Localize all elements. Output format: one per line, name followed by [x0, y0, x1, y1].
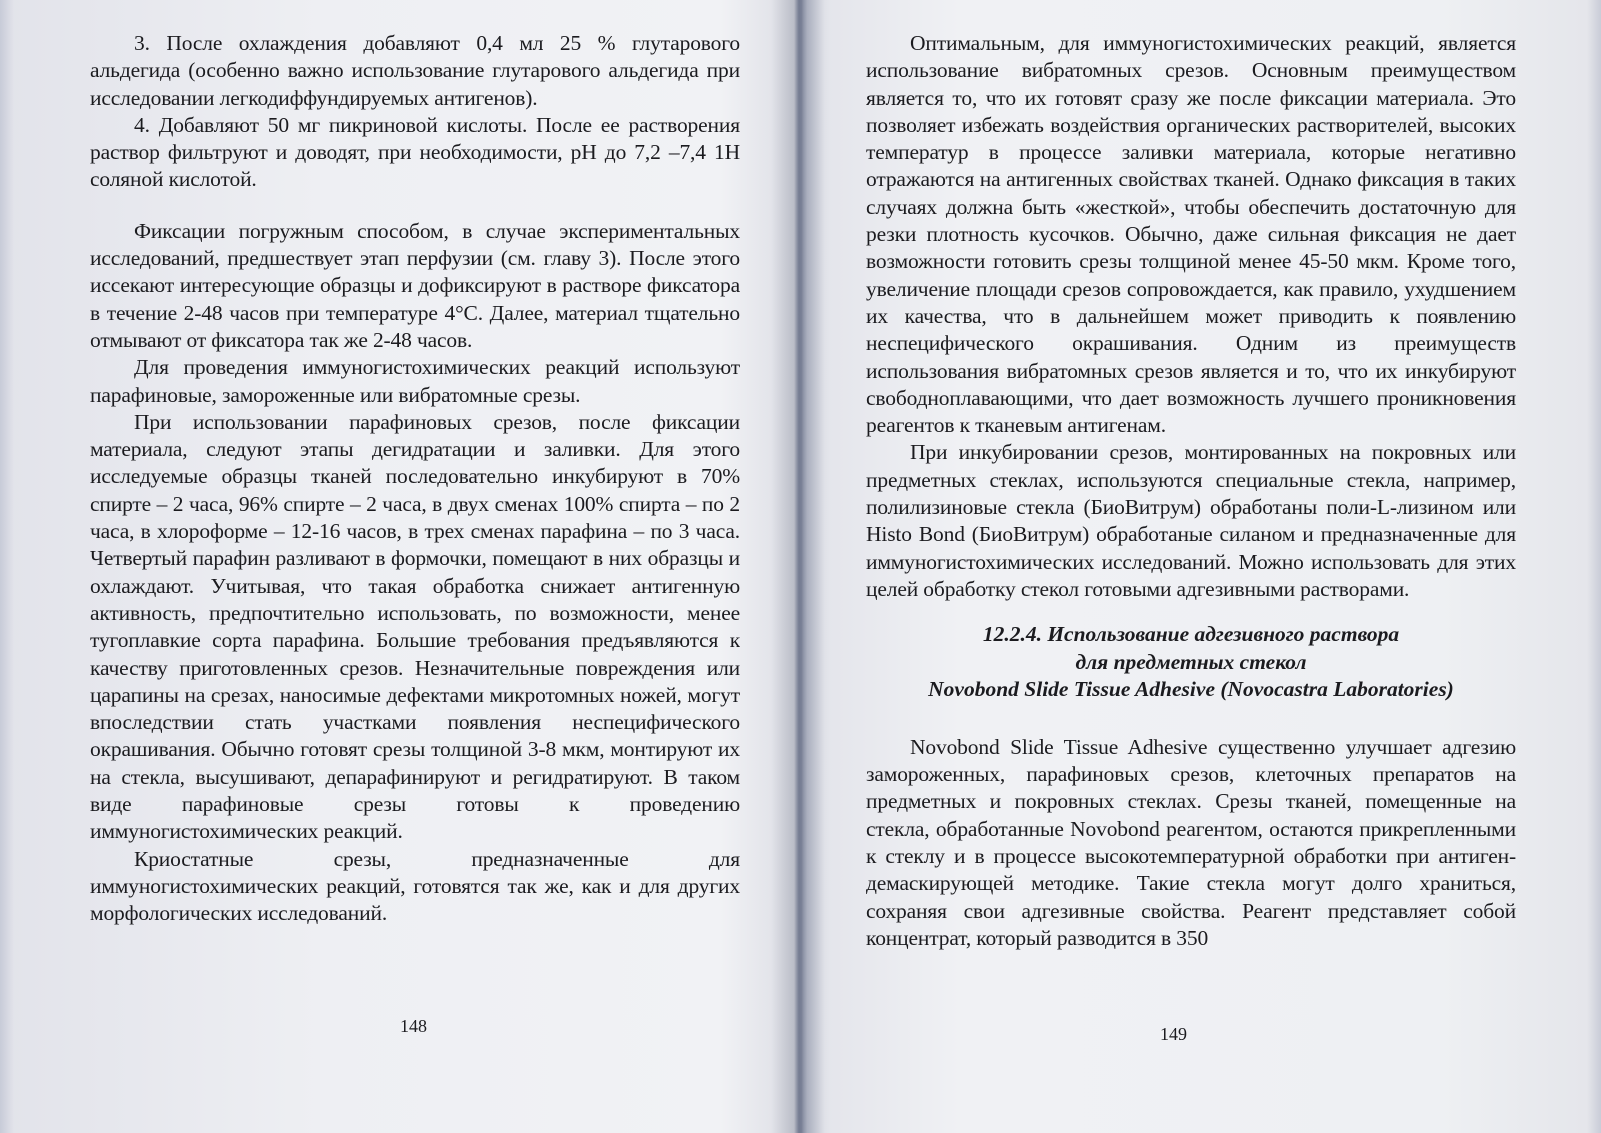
left-page	[90, 30, 740, 1100]
paragraph-gap	[90, 194, 740, 218]
paragraph: 3. После охлаждения добавляют 0,4 мл 25 % глутарового альдегида (особенно важно использование глутарового альдегида при исследовании легкодиффундируемых антигенов).	[90, 31, 740, 110]
paragraph: Фиксации погружным способом, в случае экспериментальных исследований, предшествует этап перфузии (см. главу 3). После этого иссекают интересующие образцы и дофиксируют в растворе фиксатора в течение 2-48 часов при температуре 4°С. Далее, материал тщательно отмывают от фиксатора так же 2-48 часов.	[90, 218, 740, 352]
paragraph: Криостатные срезы, предназначенные для иммуногистохимических реакций, готовятся так же, как и для других морфологических исследований.	[90, 846, 740, 926]
section-heading-line: для предметных стекол	[1075, 649, 1307, 674]
section-heading	[866, 621, 1516, 704]
paragraph: Оптимальным, для иммуногистохимических реакций, является использование вибратомных срезов. Основным преимуществом является то, что их готовят сразу же после фиксации материала. Это позволяет избежать воздействия органических растворителей, высоких температур в процессе заливки материала, которые негативно отражаются на антигенных свойствах тканей. Однако фиксация в таких случаях должна быть «жесткой», чтобы обеспечить достаточную для резки плотность кусочков. Обычно, даже сильная фиксация не дает возможности готовить срезы толщиной менее 45-50 мкм. Кроме того, увеличение площади срезов сопровождается, как правило, ухудшением их качества, что в дальнейшем может приводить к появлению неспецифического окрашивания. Одним из преимуществ использования вибратомных срезов является и то, что их инкубируют свободноплавающими, что дает возможность лучшего проникновения реагентов к тканевым антигенам.	[866, 31, 1516, 438]
page-number-left: 148	[400, 1016, 427, 1036]
paragraph: При использовании парафиновых срезов, после фиксации материала, следуют этапы дегидратации и заливки. Для этого исследуемые образцы тканей последовательно инкубируют в 70% спирте – 2 часа, 96% спирте – 2 часа, в двух сменах 100% спирта – по 2 часа, в хлороформе – 12-16 часов, в трех сменах парафина – по 3 часа. Четвертый парафин разливают в формочки, помещают в них образцы и охлаждают. Учитывая, что такая обработка снижает антигенную активность, предпочтительно использовать, по возможности, менее тугоплавкие сорта парафина. Большие требования предъявляются к качеству приготовленных срезов. Незначительные повреждения или царапины на срезах, наносимые дефектами микротомных ножей, могут впоследствии стать участками появления неспецифического окрашивания. Обычно готовят срезы толщиной 3-8 мкм, монтируют их на стекла, высушивают, депарафинируют и регидратируют. В таком виде парафиновые срезы готовы к проведению иммуногистохимических реакций.	[90, 409, 740, 844]
paragraph: Для проведения иммуногистохимических реакций используют парафиновые, замороженные или вибратомные срезы.	[90, 355, 740, 407]
right-page	[866, 30, 1516, 1100]
section-heading-line: Novobond Slide Tissue Adhesive (Novocastra Laboratories)	[928, 677, 1454, 702]
paragraph: Novobond Slide Tissue Adhesive существенно улучшает адгезию замороженных, парафиновых срезов, клеточных препаратов на предметных и покровных стеклах. Срезы тканей, помещенные на стекла, обработанные Novobond реагентом, остаются прикрепленными к стеклу и в процессе высокотемпературной обработки при антиген-демаскирующей методике. Такие стекла могут долго храниться, сохраняя свои адгезивные свойства. Реагент представляет собой концентрат, который разводится в 350	[866, 734, 1516, 950]
section-heading-line: 12.2.4. Использование адгезивного раствора	[982, 622, 1400, 647]
paragraph: При инкубировании срезов, монтированных на покровных или предметных стеклах, используются специальные стекла, например, полилизиновые стекла (БиоВитрум) обработаны поли-L-лизином или Histo Bond (БиоВитрум) обработаные силаном и предназначенные для иммуногистохимических исследований. Можно использовать для этих целей обработку стекол готовыми адгезивными растворами.	[866, 440, 1516, 601]
page-edge-left	[0, 0, 14, 1133]
page-number-right: 149	[1160, 1024, 1187, 1044]
book-spine	[770, 0, 830, 1133]
paragraph: 4. Добавляют 50 мг пикриновой кислоты. После ее растворения раствор фильтруют и доводят, при необходимости, pH до 7,2 –7,4 1Н соляной кислотой.	[90, 112, 740, 192]
page-edge-right	[1587, 0, 1601, 1133]
